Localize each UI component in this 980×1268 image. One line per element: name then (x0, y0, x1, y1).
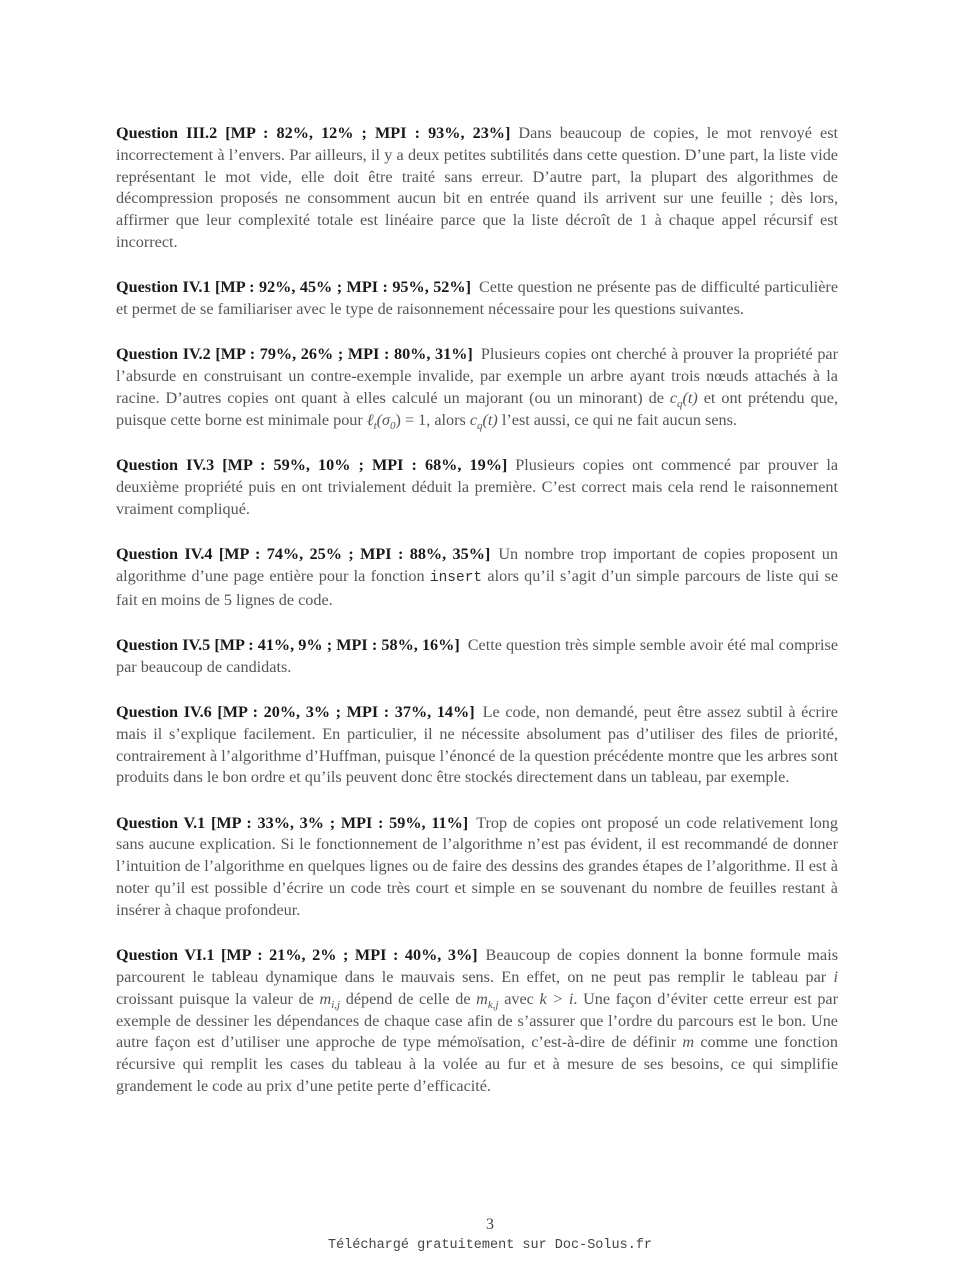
question-paragraph (116, 455, 838, 520)
question-heading: Question IV.1 [MP : 92%, 45% ; MPI : 95%, 52%] (116, 278, 471, 297)
question-paragraph: Question IV.2 [MP : 79%, 26% ; MPI : 80%, 31%] Plusieurs copies ont cherché à prouver la propriété par l’absurde en construisant un contre-exemple invalide, par exemple un arbre ayant trois nœuds attachés à la racine. D’autres copies ont quant à elles calculé un majorant (ou un minorant) de $c_q(t)$ et ont prétendu que, puisque cette borne est minimale pour $\ell_t(\sigma_0) = 1$, alors $c_q(t)$ l’est aussi, ce qui ne fait aucun sens. (116, 345, 838, 432)
question-paragraph (116, 277, 838, 321)
question-body: Cette question ne présente pas de difficulté particulière et permet de se familiariser avec le type de raisonnement nécessaire pour les questions suivantes. (116, 278, 839, 319)
math-i: i (833, 967, 838, 986)
question-body: Cette question très simple semble avoir été mal comprise par beaucoup de candidats. (116, 635, 839, 676)
question-body: Dans beaucoup de copies, le mot renvoyé est incorrectement à l’envers. Par ailleurs, il y a deux petites subtilités dans cette question. D’une part, la liste vide représentant le mot vide, elle doit être traité sans erreur. D’autre part, la plupart des algorithmes de décompression proposés ne consomment aucun bit en entrée quand ils arrivent sur une feuille ; dès lors, affirmer que leur complexité totale est linéaire parce que la liste décroît de 1 à chaque appel récursif est incorrect. (116, 124, 839, 251)
question-body: Plusieurs copies ont cherché à prouver la propriété par l’absurde en construisant un contre-exemple invalide, par exemple un arbre ayant trois nœuds attachés à la racine. D’autres copies ont quant à elles calculé un majorant (ou un minorant) de (116, 345, 838, 407)
question-paragraph (116, 813, 838, 922)
question-paragraph: Question VI.1 [MP : 21%, 2% ; MPI : 40%, 3%] Beaucoup de copies donnent la bonne formule mais parcourent le tableau dynamique dans le mauvais sens. En effet, on ne peut pas remplir le tableau par i croissant puisque la valeur de $m_{i,j}$ dépend de celle de $m_{k,j}$ avec k > i. Une façon d’éviter cette erreur est par exemple de dessiner les dépendances de chaque case afin de s’assurer que l’ordre du parcours est le bon. Une autre façon est d’utiliser une approche de type mémoïsation, c’est-à-dire de définir m comme une fonction récursive qui remplit les cases du tableau à la volée au fur et à mesure de ses besoins, ce qui simplifie grandement le code au prix d’une petite perte d’efficacité. (116, 946, 839, 1095)
question-body: Trop de copies ont proposé un code relativement long sans aucune explication. Si le fonctionnement de l’algorithme n’est pas évident, il est recommandé de donner l’intuition de l’algorithme en quelques lignes ou de faire des dessins des grandes étapes de l’algorithme. Il est à noter qu’il est possible d’écrire un code très court et simple en se souvenant du nombre de feuilles restant à insérer à chaque profondeur. (116, 813, 838, 919)
question-heading: Question IV.6 [MP : 20%, 3% ; MPI : 37%, 14%] (116, 702, 475, 721)
question-heading: Question III.2 [MP : 82%, 12% ; MPI : 93%, 23%] (116, 124, 511, 142)
math-c-q-t: $c_q(t)$ (669, 388, 698, 411)
math-m-kj: $m_{k,j}$ (476, 989, 499, 1011)
math-ell-t-sigma: $\ell_t(\sigma_0) = 1$ (366, 410, 427, 432)
question-heading: Question IV.5 [MP : 41%, 9% ; MPI : 58%, 16%] (116, 635, 460, 654)
footer-download-note: Téléchargé gratuitement sur Doc-Solus.fr (327, 1238, 653, 1253)
question-paragraph (116, 702, 838, 789)
question-body: Un nombre trop important de copies proposent un algorithme d’une page entière pour la fonction (116, 544, 838, 585)
question-heading: Question V.1 [MP : 33%, 3% ; MPI : 59%, 11%] (116, 813, 469, 832)
code-insert: insert (429, 569, 483, 586)
question-heading: Question IV.2 [MP : 79%, 26% ; MPI : 80%, 31%] (116, 345, 473, 364)
page-number: 3 (486, 1216, 494, 1233)
question-heading: Question IV.4 [MP : 74%, 25% ; MPI : 88%, 35%] (116, 544, 491, 563)
math-m-ij: $m_{i,j}$ (319, 989, 341, 1011)
question-body: Beaucoup de copies donnent la bonne formule mais parcourent le tableau dynamique dans le mauvais sens. En effet, on ne peut pas remplir le tableau par (116, 946, 838, 986)
math-m: m (682, 1033, 695, 1052)
math-c-q-t: $c_q(t)$ (469, 410, 498, 432)
document-page (116, 123, 838, 1121)
question-paragraph (116, 635, 838, 679)
question-heading: Question IV.3 [MP : 59%, 10% ; MPI : 68%, 19%] (116, 456, 508, 475)
question-body: Plusieurs copies ont commencé par prouver la deuxième propriété puis en ont trivialement déduit la première. C’est correct mais cela rend le raisonnement vraiment compliqué. (116, 456, 839, 518)
math-k-gt-i: k > i (539, 989, 574, 1008)
question-heading: Question VI.1 [MP : 21%, 2% ; MPI : 40%, 3%] (116, 946, 478, 965)
question-body: Le code, non demandé, peut être assez subtil à écrire mais il s’explique facilement. En particulier, il ne nécessite absolument pas d’utiliser des files de priorité, contrairement à l’algorithme d’Huffman, puisque l’énoncé de la question précédente montre que les arbres sont produits dans le bon ordre et qu’ils peuvent donc être stockés directement dans un tableau, par exemple. (116, 702, 838, 787)
question-paragraph (116, 123, 838, 254)
question-paragraph: Question IV.4 [MP : 74%, 25% ; MPI : 88%, 35%] Un nombre trop important de copies proposent un algorithme d’une page entière pour la fonction insert alors qu’il s’agit d’un simple parcours de liste qui se fait en moins de 5 lignes de code. (116, 544, 839, 609)
